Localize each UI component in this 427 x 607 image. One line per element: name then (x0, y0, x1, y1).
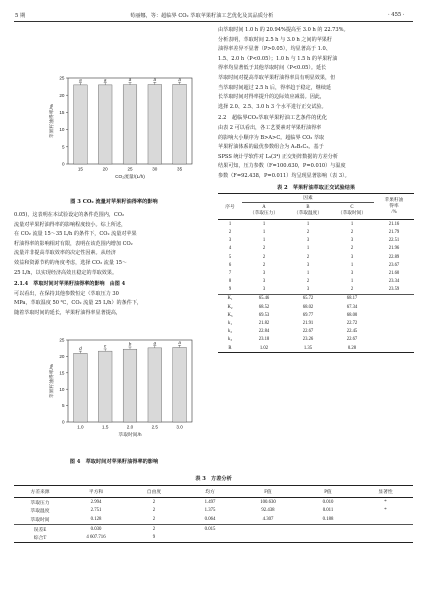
table-cell: 2 (152, 526, 156, 532)
table-row (218, 228, 414, 236)
table-row (14, 498, 413, 507)
x-axis-label: CO₂流量/(L/h) (115, 175, 145, 180)
y-tick-label: 20 (59, 92, 65, 98)
text-line: 随着萃取时间的延长，苹果籽油得率显著提高， (14, 309, 121, 316)
y-tick-label: 25 (59, 75, 65, 81)
table-cell: 3 (350, 238, 354, 244)
table-cell: 1 (306, 246, 310, 252)
table-cell: 0.188 (322, 516, 334, 522)
significance-letter: a (79, 77, 82, 83)
y-tick-label: 25 (59, 337, 65, 343)
table-cell: 0.010 (322, 499, 334, 505)
table-cell: 0.015 (204, 526, 216, 532)
table-cell: 67.34 (346, 304, 358, 310)
table-cell: 69.53 (258, 312, 270, 318)
table-3-header-cell: 均方 (205, 490, 215, 495)
table-cell: 22.72 (346, 321, 358, 327)
figure-4-caption: 图 4 萃取时间对苹果籽油得率的影响 (69, 459, 159, 465)
text-line: 参数（F=92.438，P=0.011）均呈现显著影响（表 3）。 (218, 172, 350, 179)
table-row (218, 269, 414, 277)
x-axis-label: 萃取时间/h (118, 433, 142, 438)
y-tick-label: 10 (59, 127, 65, 133)
text-line: 25 L/h，以实现经济高效且稳定的萃取效果。 (14, 269, 118, 276)
table-cell: 0.064 (204, 516, 216, 522)
table-cell: 22.84 (258, 329, 270, 335)
running-title: 荀丽娜，等：超临界 CO₂ 萃取苹果籽油工艺优化及其品质分析 (130, 13, 274, 19)
y-tick-label: 15 (59, 110, 65, 115)
significance-letter: b (128, 341, 132, 347)
table-row (14, 533, 413, 542)
table-cell: 2 (306, 279, 310, 285)
table-3 (14, 485, 413, 543)
table-cell: 1 (306, 270, 310, 276)
table-3-header-cell: P值 (324, 490, 332, 495)
left-paragraph-2 (14, 280, 214, 318)
table-cell: 22.51 (388, 238, 400, 244)
table-cell: 21.82 (258, 321, 270, 327)
x-tick-label: 1.5 (102, 424, 109, 430)
table-cell: 3 (306, 238, 310, 244)
table-cell: 4 607.716 (86, 535, 106, 541)
x-tick-label: 35 (177, 166, 183, 172)
table-cell: 2 (152, 499, 156, 505)
table-cell: 萃取时间 (30, 517, 50, 523)
table-cell: R (228, 345, 232, 351)
page-number: · 455 · (388, 12, 405, 18)
table-cell (374, 328, 414, 336)
text-line: SPSS 统计学软件对 L₉(3⁴) 正交矩阵数据的方差分析 (218, 153, 338, 160)
table-2 (218, 193, 414, 353)
table-cell: 2 (228, 229, 232, 235)
table-cell (374, 303, 414, 311)
table-cell: 萃取压力 (30, 500, 50, 506)
text-line: 长萃取时间对得率提升的边际效应减弱。因此， (218, 94, 325, 101)
x-tick-label: 2.0 (126, 424, 134, 430)
text-line: 流量对苹果籽油得率的影响程度较小。综上所述， (14, 221, 127, 228)
table-cell: 21.96 (388, 246, 400, 252)
table-3-header-cell: 显著性 (378, 490, 393, 495)
table-2-header-cell: C （萃取时间） (337, 205, 367, 217)
table-cell: 2 (350, 229, 354, 235)
table-cell: 3 (306, 287, 310, 293)
text-line: 分析表明，萃取时间 2.5 h 与 3.0 h 之间的苹果籽 (218, 36, 332, 43)
table-cell: 7 (228, 270, 232, 276)
table-cell: k₁ (228, 321, 232, 327)
table-cell: 3 (262, 287, 266, 293)
table-2-header-cell: 序号 (225, 204, 235, 210)
table-cell: 3 (350, 254, 354, 260)
x-tick-label: 30 (152, 166, 158, 172)
table-cell: 3 (262, 279, 266, 285)
table-row (218, 220, 414, 229)
text-line: 结果可知，压力参数（F=100.630，P=0.010）与温度 (218, 163, 346, 170)
table-3-title: 表 3 方差分析 (195, 476, 232, 482)
bar (148, 348, 162, 422)
table-cell: 2 (262, 246, 266, 252)
table-cell: 22.67 (302, 329, 314, 335)
table-cell: 2.751 (90, 508, 102, 514)
table-row (218, 328, 414, 336)
table-cell: 2 (262, 262, 266, 268)
table-cell: 4 (228, 246, 232, 252)
table-cell: 23.18 (258, 337, 270, 343)
table-row (218, 303, 414, 311)
table-row (218, 261, 414, 269)
bar (123, 349, 137, 422)
table-cell: 23.67 (388, 262, 400, 268)
table-row (218, 294, 414, 303)
table-2-column-group: 因素 (242, 194, 374, 203)
table-cell: 21.16 (388, 221, 400, 227)
text-line: 当萃取时间超过 2.5 h 后，得率趋于稳定，继续延 (218, 84, 332, 91)
bar (173, 347, 187, 422)
table-2-header-cell: B （萃取温度） (293, 205, 323, 217)
table-row (14, 507, 413, 516)
table-3-header-cell: 平方和 (88, 490, 104, 495)
bar (74, 353, 88, 422)
table-cell: 9 (228, 287, 232, 293)
table-cell: 1 (228, 221, 232, 227)
table-row (218, 336, 414, 344)
table-cell: 2 (306, 254, 310, 260)
table-cell: 1.35 (303, 345, 313, 351)
significance-letter: a (178, 339, 181, 345)
section-heading: 2.2 超临界CO₂萃取苹果籽油工艺条件的优化 (218, 115, 327, 121)
y-tick-label: 15 (59, 370, 65, 376)
bar (173, 84, 187, 164)
table-cell: 1.02 (259, 345, 269, 351)
table-cell (298, 533, 358, 542)
table-cell (374, 311, 414, 319)
table-cell: 3 (350, 270, 354, 276)
table-cell: 23.59 (388, 287, 400, 293)
significance-letter: a (178, 76, 181, 82)
table-cell (358, 524, 413, 533)
table-cell: 6 (228, 262, 232, 268)
text-line: 籽油得率的影响相对有限，表明在该范围内增加 CO₂ (14, 240, 133, 247)
significance-letter: a (153, 340, 157, 346)
significance-letter: a (103, 77, 107, 83)
text-line: 的影响大小顺序为 B>A>C。超临界 CO₂ 萃取 (218, 134, 325, 141)
table-cell: 68.02 (302, 304, 314, 310)
table-cell: 68.17 (346, 296, 358, 302)
significance-letter: a (153, 77, 157, 83)
table-row (218, 278, 414, 286)
table-cell (238, 524, 298, 533)
table-cell: 3 (306, 262, 310, 268)
table-cell: 2 (306, 229, 310, 235)
table-cell: 100.630 (260, 499, 276, 505)
x-tick-label: 3.0 (176, 424, 183, 430)
table-cell: 1 (262, 229, 266, 235)
table-2-header-cell: 苹果籽油 得率 /% (384, 197, 404, 215)
table-header-row (14, 486, 413, 498)
header-rule (14, 21, 413, 22)
table-cell: 9 (152, 535, 156, 541)
table-row (218, 311, 414, 319)
table-cell: K₂ (227, 304, 233, 310)
table-cell (358, 533, 413, 542)
x-tick-label: 20 (102, 166, 108, 172)
table-cell: 68.00 (346, 312, 358, 318)
text-line: 由表 2 可以看出，各工艺要素对苹果籽油得率 (218, 125, 322, 131)
table-3-header-cell: 自由度 (146, 490, 162, 495)
text-line: 1.5、2.0 h（P<0.05）；1.0 h 与 1.5 h 的苹果籽油 (218, 55, 338, 62)
table-cell: 8 (228, 279, 232, 285)
table-cell (374, 319, 414, 327)
significance-letter: d (79, 345, 82, 351)
table-cell: 2 (350, 246, 354, 252)
table-cell: 3 (262, 270, 266, 276)
y-tick-label: 0 (61, 161, 65, 167)
table-cell (358, 515, 413, 524)
table-cell: * (384, 508, 387, 514)
left-paragraph-1 (14, 211, 214, 278)
table-cell: 65.46 (258, 296, 270, 302)
table-cell: 22.89 (388, 254, 400, 260)
table-cell: 0.011 (322, 508, 334, 514)
table-cell: 3 (228, 238, 232, 244)
table-cell: 1 (350, 279, 354, 285)
table-cell: 2.994 (90, 499, 102, 505)
table-row (218, 253, 414, 261)
table-row (218, 344, 414, 353)
text-line: MPa，萃取温度 50 ℃，CO₂ 流量 25 L/h）的条件下， (14, 300, 143, 307)
table-cell: 21.79 (388, 229, 400, 235)
table-row (14, 524, 413, 533)
y-tick-label: 20 (59, 354, 65, 359)
table-cell: 22.45 (346, 329, 358, 335)
text-line: 萃取时间对提高萃取苹果籽油得率具有明显效果，但 (218, 74, 336, 81)
text-line: 效益和资源节约的角度考虑，选择 CO₂ 流量 15～ (14, 259, 128, 266)
bar (123, 85, 137, 164)
table-cell: 69.77 (302, 312, 314, 318)
table-cell: 23.34 (388, 279, 400, 285)
table-3-header-cell: F值 (264, 490, 272, 495)
x-tick-label: 25 (127, 166, 133, 172)
text-line: 选择 2.0、2.5、3.0 h 3 个水平进行正交试验。 (218, 103, 327, 110)
text-line: 苹果籽油体系的最优参数组合为 A₂B₃C₂。基于 (218, 144, 324, 151)
table-cell: 0.128 (90, 516, 102, 522)
figure-4-chart (42, 332, 202, 454)
table-cell: 1.497 (204, 499, 216, 505)
table-cell: 1 (350, 221, 354, 227)
table-cell: 2 (262, 254, 266, 260)
table-row (14, 515, 413, 524)
table-row (218, 245, 414, 253)
table-2-title: 表 2 苹果籽油萃取正交试验结果 (276, 185, 356, 191)
table-cell: 2 (152, 508, 156, 514)
table-cell: k₂ (228, 329, 232, 335)
bar (98, 351, 112, 422)
table-cell: 2 (152, 516, 156, 522)
text-line: 油得率差异不显著（P>0.05），均显著高于 1.0、 (218, 46, 331, 53)
y-tick-label: 5 (61, 144, 65, 150)
table-cell (374, 294, 414, 303)
table-cell: 1 (262, 221, 266, 227)
table-cell: 21.91 (302, 321, 314, 327)
table-cell: 1 (350, 262, 354, 268)
table-row (218, 286, 414, 295)
x-tick-label: 2.5 (151, 424, 158, 430)
table-cell: 21.60 (388, 270, 400, 276)
table-cell: k₃ (228, 337, 232, 343)
table-cell: 误差E (33, 527, 47, 533)
table-cell: 65.72 (302, 296, 314, 302)
bar (74, 85, 88, 164)
y-tick-label: 10 (59, 386, 65, 392)
table-cell: 4.307 (262, 516, 274, 522)
table-cell (238, 533, 298, 542)
table-row (218, 237, 414, 245)
x-tick-label: 1.0 (77, 424, 84, 430)
bar (98, 85, 112, 164)
table-cell: 2 (350, 287, 354, 293)
table-cell: 5 (228, 254, 232, 260)
table-cell: 68.52 (258, 304, 270, 310)
figure-3-chart (42, 70, 202, 198)
table-cell: * (384, 499, 387, 505)
text-line: 流量并非提高萃取效率的决定性因素。从经济 (14, 250, 116, 257)
table-cell: 0.030 (90, 526, 102, 532)
significance-letter: a (128, 77, 132, 83)
y-axis-label: 苹果籽油得率/% (50, 363, 55, 399)
table-2-header-cell: A （萃取压力） (249, 205, 279, 217)
text-line: 在 CO₂ 流量 15～35 L/h 的条件下，CO₂ 流量对苹果 (14, 231, 137, 238)
y-axis-label: 苹果籽油得率/% (50, 103, 55, 139)
figure-3-caption: 图 3 CO₂ 流量对苹果籽油得率的影响 (70, 199, 158, 205)
text-line: 可以看出，在保持其他参数恒定（萃取压力 30 (14, 290, 119, 297)
right-paragraph-1 (218, 26, 414, 112)
subsection-heading: 2.1.4 萃取时间对苹果籽油得率的影响 由图 4 (14, 281, 126, 287)
table-cell: 0.28 (347, 345, 357, 351)
table-cell: 22.67 (346, 337, 358, 343)
table-cell: 1 (306, 221, 310, 227)
table-cell (374, 336, 414, 344)
table-cell (374, 344, 414, 353)
issue-number: 5 期 (15, 13, 26, 19)
x-tick-label: 15 (77, 166, 83, 172)
bar (148, 85, 162, 164)
table-3-header-cell: 方差来源 (30, 490, 50, 495)
table-cell: K₃ (227, 312, 233, 318)
text-line: 由萃取时间 1.0 h 的 20.94%提高至 3.0 h 的 22.73%。 (218, 27, 349, 33)
table-cell (298, 524, 358, 533)
table-row (218, 319, 414, 327)
text-line: 得率均显著低于其他萃取时间（P<0.05）。延长 (218, 65, 327, 72)
table-cell: 1 (262, 238, 266, 244)
table-cell: 1.375 (204, 508, 216, 514)
table-cell (182, 533, 238, 542)
table-cell: K₁ (227, 296, 233, 302)
table-cell: 萃取温度 (30, 509, 50, 515)
table-cell: 92.438 (261, 508, 275, 514)
significance-letter: c (104, 343, 107, 349)
table-cell: 综合T (33, 536, 47, 542)
table-cell: 23.26 (302, 337, 314, 343)
text-line: 0.05)，这表明在本试验设定的条件范围内，CO₂ (14, 212, 125, 218)
y-tick-label: 0 (61, 419, 65, 425)
right-paragraph-2 (218, 124, 414, 182)
y-tick-label: 5 (61, 403, 65, 409)
